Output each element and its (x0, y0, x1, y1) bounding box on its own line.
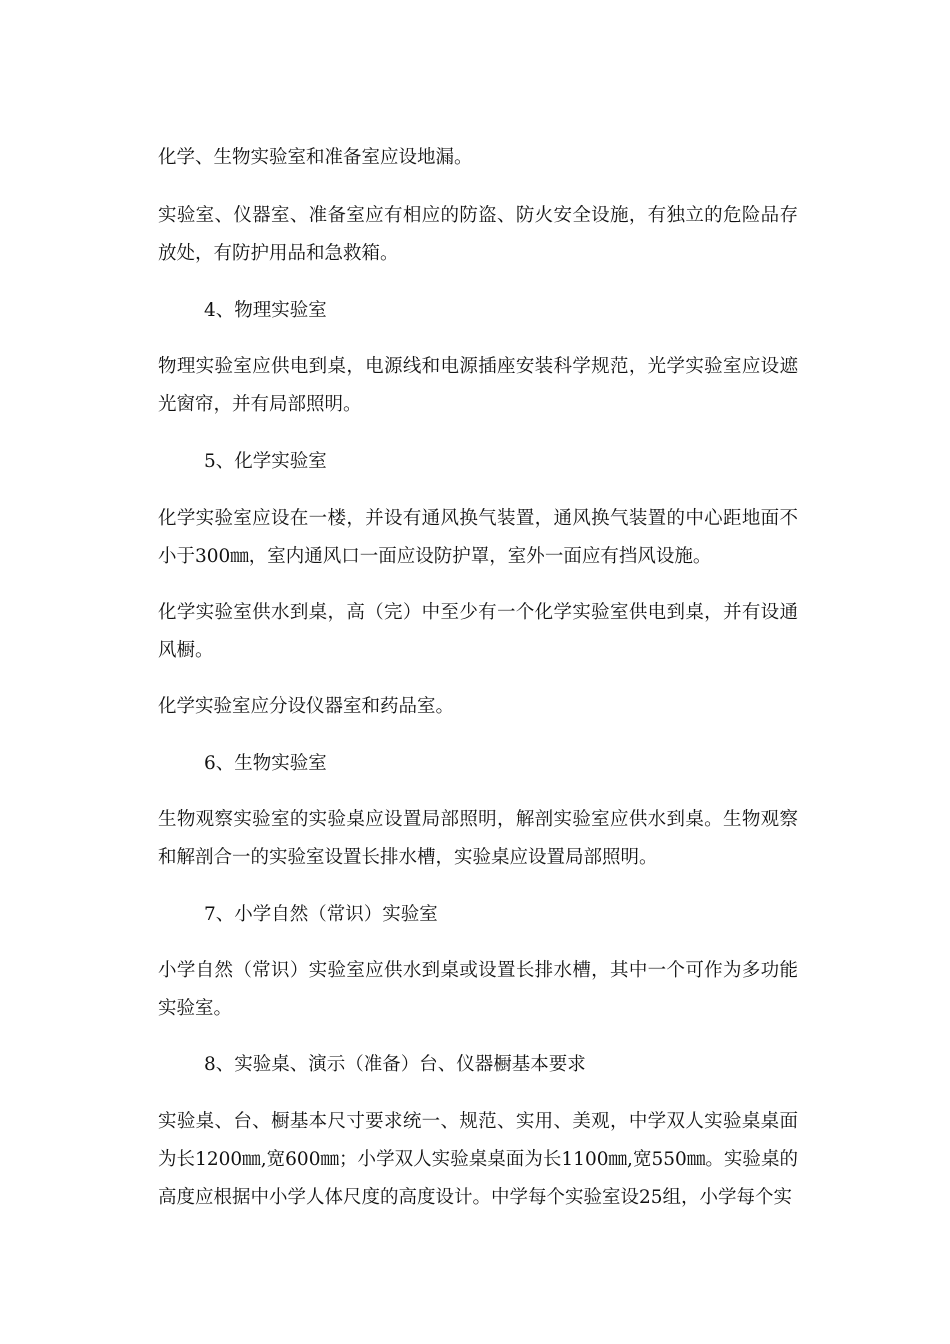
heading-chemistry-lab: 5、化学实验室 (204, 451, 327, 472)
heading-lab-furniture: 8、实验桌、演示（准备）台、仪器橱基本要求 (204, 1054, 586, 1075)
paragraph-chemistry-water-supply: 化学实验室供水到桌，高（完）中至少有一个化学实验室供电到桌，并有设通风橱。 (158, 602, 798, 661)
paragraph-floor-drain: 化学、生物实验室和准备室应设地漏。 (158, 147, 473, 168)
heading-primary-science-lab: 7、小学自然（常识）实验室 (204, 904, 438, 925)
paragraph-chemistry-ventilation: 化学实验室应设在一楼，并设有通风换气装置，通风换气装置的中心距地面不小于300㎜，室内通风口一面应设防护罩，室外一面应有挡风设施。 (158, 508, 798, 567)
paragraph-lab-furniture: 实验桌、台、橱基本尺寸要求统一、规范、实用、美观，中学双人实验桌桌面为长1200㎜,宽600㎜；小学双人实验桌桌面为长1100㎜,宽550㎜。实验桌的高度应根据中小学人体尺度的高度设计。中学每个实验室设25组，小学每个实 (158, 1111, 798, 1208)
paragraph-primary-science-lab: 小学自然（常识）实验室应供水到桌或设置长排水槽，其中一个可作为多功能实验室。 (158, 960, 798, 1019)
paragraph-biology-lab: 生物观察实验室的实验桌应设置局部照明，解剖实验室应供水到桌。生物观察和解剖合一的实验室设置长排水槽，实验桌应设置局部照明。 (158, 809, 798, 868)
paragraph-physics-lab: 物理实验室应供电到桌，电源线和电源插座安装科学规范，光学实验室应设遮光窗帘，并有局部照明。 (158, 356, 798, 415)
heading-biology-lab: 6、生物实验室 (204, 753, 327, 774)
heading-physics-lab: 4、物理实验室 (204, 300, 327, 321)
paragraph-chemistry-rooms: 化学实验室应分设仪器室和药品室。 (158, 696, 455, 717)
paragraph-safety-facilities: 实验室、仪器室、准备室应有相应的防盗、防火安全设施，有独立的危险品存放处，有防护用品和急救箱。 (158, 205, 798, 264)
